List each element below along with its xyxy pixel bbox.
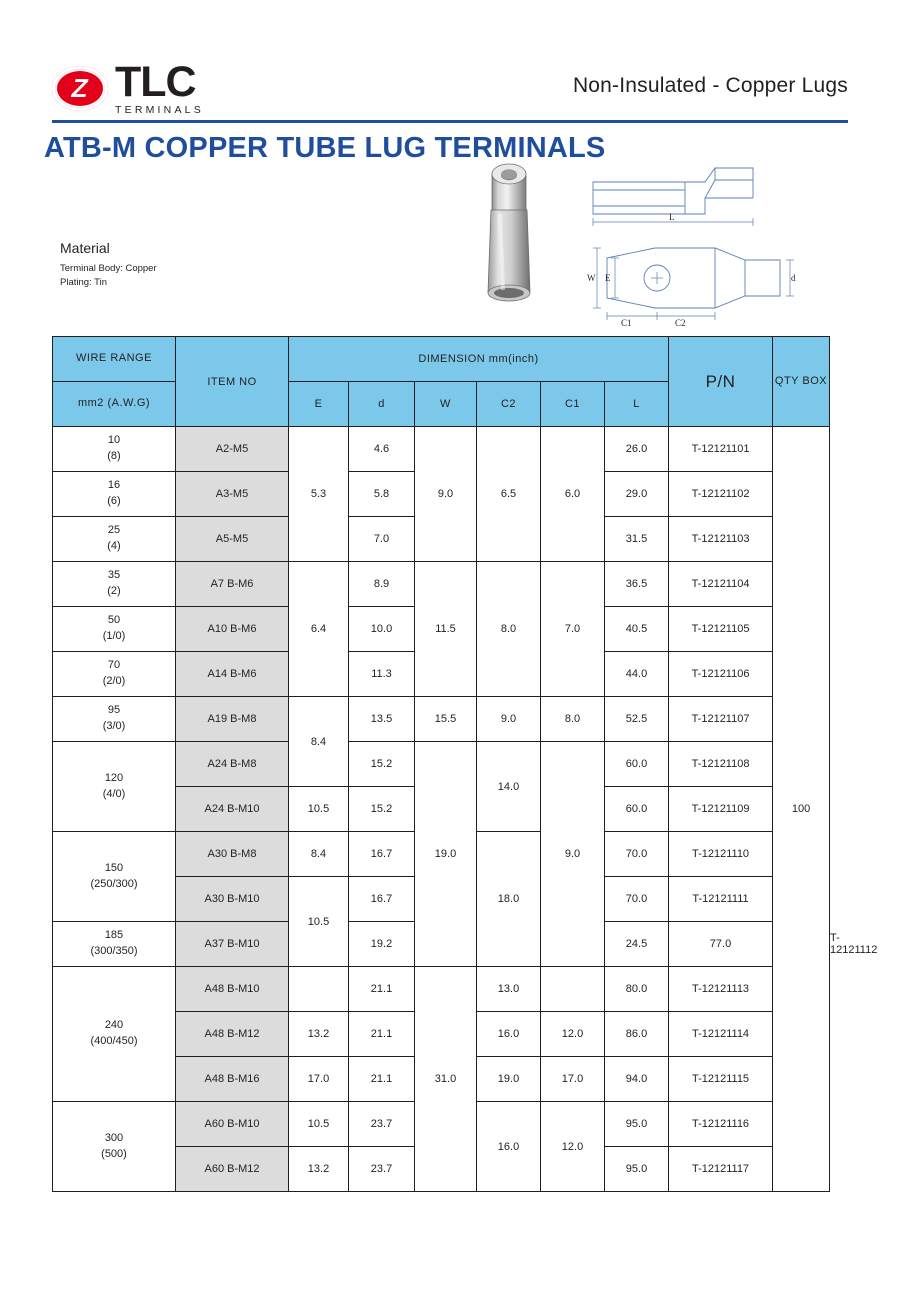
wire-mm2: 300: [104, 1131, 124, 1144]
cell-dim-l: 44.0: [605, 652, 669, 697]
cell-dim-d: 16.7: [349, 877, 415, 922]
wire-awg: (1/0): [102, 630, 126, 642]
top-view-svg: [585, 238, 800, 328]
cell-item-no: A30 B-M8: [176, 832, 289, 877]
cell-dim-l: 70.0: [605, 832, 669, 877]
cell-dim-d: 23.7: [349, 1147, 415, 1192]
side-view-svg: [585, 160, 800, 235]
cell-wire-range: [53, 562, 176, 607]
cell-item-no: A48 B-M12: [176, 1012, 289, 1057]
material-body-line: Terminal Body: Copper: [60, 263, 157, 274]
cell-pn: T-12121105: [669, 607, 773, 652]
cell-item-no: A60 B-M12: [176, 1147, 289, 1192]
wire-mm2: 185: [104, 929, 124, 942]
cell-dim-e: 8.4: [289, 697, 349, 787]
cell-dim-c1: 8.0: [541, 697, 605, 742]
cell-dim-d: 11.3: [349, 652, 415, 697]
cell-item-no: A3-M5: [176, 472, 289, 517]
material-block: [60, 240, 300, 290]
cell-dim-d: 21.1: [349, 1057, 415, 1102]
cell-dim-w: 19.0: [415, 742, 477, 967]
header-wire-range: WIRE RANGE: [53, 337, 176, 382]
cell-dim-d: 15.2: [349, 787, 415, 832]
cell-dim-c2: 14.0: [477, 742, 541, 832]
cell-dim-c1: 9.0: [541, 742, 605, 967]
wire-awg: (250/300): [90, 877, 138, 890]
cell-dim-c2: 18.0: [477, 832, 541, 967]
cell-dim-l: 95.0: [605, 1102, 669, 1147]
cell-pn: T-12121113: [669, 967, 773, 1012]
logo-sub-text: TERMINALS: [115, 103, 204, 116]
cell-dim-l: 70.0: [605, 877, 669, 922]
cell-dim-d: 8.9: [349, 562, 415, 607]
cell-dim-d: 5.8: [349, 472, 415, 517]
label-W: W: [587, 273, 596, 283]
wire-mm2: 120: [104, 771, 124, 784]
cell-dim-c1: 7.0: [541, 562, 605, 697]
cell-wire-range: [53, 427, 176, 472]
cell-wire-range: [53, 1102, 176, 1192]
cell-dim-w: 9.0: [415, 427, 477, 562]
table-row[interactable]: [53, 742, 830, 787]
wire-awg: (400/450): [90, 1035, 138, 1047]
label-d: d: [791, 273, 796, 283]
cell-dim-l: 77.0: [669, 922, 773, 967]
cell-dim-e: 13.2: [289, 1147, 349, 1192]
wire-mm2: 35: [107, 569, 121, 582]
cell-dim-c2: 16.0: [477, 1102, 541, 1192]
wire-mm2: 95: [107, 704, 121, 717]
cell-dim-w: 24.5: [605, 922, 669, 967]
cell-item-no: A30 B-M10: [176, 877, 289, 922]
cell-dim-l: 31.5: [605, 517, 669, 562]
cell-dim-e: 10.5: [289, 877, 349, 967]
spec-table-container: [52, 336, 878, 1192]
spec-table: [52, 336, 878, 1192]
cell-dim-c1: 17.0: [541, 1057, 605, 1102]
cell-dim-e: 8.4: [289, 832, 349, 877]
cell-dim-d: 10.0: [349, 607, 415, 652]
cell-dim-e: 10.5: [289, 787, 349, 832]
wire-awg: (8): [107, 450, 121, 462]
header-wire-units: mm2 (A.W.G): [53, 382, 176, 427]
cell-pn: T-12121107: [669, 697, 773, 742]
cell-dim-e: 17.0: [289, 1057, 349, 1102]
cell-dim-l: 26.0: [605, 427, 669, 472]
wire-awg: (300/350): [90, 945, 138, 957]
label-C2: C2: [675, 318, 686, 328]
cell-dim-c1: 12.0: [541, 1102, 605, 1192]
cell-dim-c2: 8.0: [477, 562, 541, 697]
page-header: [52, 52, 848, 120]
cell-pn: T-12121106: [669, 652, 773, 697]
material-plating-line: Plating: Tin: [60, 276, 107, 288]
wire-mm2: 150: [104, 861, 124, 874]
cell-item-no: A60 B-M10: [176, 1102, 289, 1147]
cell-dim-d: 23.7: [349, 1102, 415, 1147]
wire-awg: (4): [107, 540, 121, 552]
material-heading: Material: [60, 240, 110, 256]
label-C1: C1: [621, 318, 632, 328]
table-row[interactable]: [53, 427, 830, 472]
cell-dim-l: 80.0: [605, 967, 669, 1012]
cell-wire-range: [53, 517, 176, 562]
cell-dim-l: 95.0: [605, 1147, 669, 1192]
cell-dim-d: 21.1: [349, 1012, 415, 1057]
cell-dim-w: 15.5: [415, 697, 477, 742]
page-title: ATB-M COPPER TUBE LUG TERMINALS: [44, 132, 606, 164]
cell-dim-l: 86.0: [605, 1012, 669, 1057]
wire-mm2: 10: [107, 434, 121, 447]
cell-dim-l: 60.0: [605, 742, 669, 787]
cell-pn: T-12121117: [669, 1147, 773, 1192]
cell-pn: T-12121114: [669, 1012, 773, 1057]
cell-dim-l: 29.0: [605, 472, 669, 517]
wire-mm2: 240: [104, 1019, 124, 1032]
cell-dim-l: 36.5: [605, 562, 669, 607]
cell-item-no: A10 B-M6: [176, 607, 289, 652]
cell-dim-d: 21.1: [349, 967, 415, 1012]
cell-pn: T-12121111: [669, 877, 773, 922]
cell-dim-l: 60.0: [605, 787, 669, 832]
header-pn: P/N: [669, 337, 773, 427]
cell-pn: T-12121103: [669, 517, 773, 562]
header-category-title: Non-Insulated - Copper Lugs: [572, 74, 848, 97]
table-header-row-1: [53, 337, 830, 382]
logo-bolt-glyph: Z: [68, 73, 92, 103]
product-photo: [470, 160, 560, 325]
cell-pn: T-12121115: [669, 1057, 773, 1102]
header-dim-e: E: [289, 382, 349, 427]
cell-wire-range: [53, 697, 176, 742]
cell-dim-e: 6.4: [289, 562, 349, 697]
cell-pn: T-12121116: [669, 1102, 773, 1147]
cell-wire-range: [53, 967, 176, 1102]
cell-wire-range: [53, 607, 176, 652]
copper-lug-photo-svg: [470, 160, 560, 325]
drawing-top-view: [585, 238, 800, 328]
header-item-no: ITEM NO: [176, 337, 289, 427]
cell-dim-c2: 9.0: [477, 697, 541, 742]
drawing-side-view: [585, 160, 800, 235]
wire-awg: (2/0): [102, 675, 126, 687]
cell-dim-d: 19.2: [349, 922, 415, 967]
cell-dim-l: 40.5: [605, 607, 669, 652]
table-row[interactable]: 185 (300/350) A37 B-M10 19.2 24.5 77.0 T-12121112: [53, 922, 830, 967]
cell-dim-c2: 19.0: [477, 1057, 541, 1102]
cell-item-no: A24 B-M10: [176, 787, 289, 832]
cell-item-no: A19 B-M8: [176, 697, 289, 742]
cell-item-no: A14 B-M6: [176, 652, 289, 697]
cell-item-no: A48 B-M16: [176, 1057, 289, 1102]
cell-dim-d: 13.5: [349, 697, 415, 742]
cell-qty-box: 100: [773, 427, 830, 1192]
logo-wordmark: [115, 57, 204, 116]
cell-pn: T-12121108: [669, 742, 773, 787]
cell-dim-d: 4.6: [349, 427, 415, 472]
cell-dim-e: 10.5: [289, 1102, 349, 1147]
cell-dim-e: [289, 967, 349, 1012]
cell-dim-c1: 12.0: [541, 1012, 605, 1057]
header-divider: [52, 120, 848, 123]
cell-item-no: A7 B-M6: [176, 562, 289, 607]
spec-table-head: [53, 337, 830, 427]
cell-dim-e: 5.3: [289, 427, 349, 562]
wire-mm2: 50: [107, 614, 121, 627]
wire-mm2: 70: [107, 659, 121, 672]
cell-dim-l: 52.5: [605, 697, 669, 742]
cell-item-no: A37 B-M10: [176, 922, 289, 967]
wire-awg: (6): [107, 495, 121, 507]
table-row[interactable]: [53, 967, 830, 1012]
cell-item-no: A24 B-M8: [176, 742, 289, 787]
label-E: E: [605, 273, 611, 283]
cell-dim-w: 11.5: [415, 562, 477, 697]
wire-awg: (2): [107, 585, 121, 597]
header-qty-box: QTY BOX: [773, 337, 830, 427]
cell-pn: T-12121110: [669, 832, 773, 877]
header-dim-l: L: [605, 382, 669, 427]
spec-table-body: [53, 427, 878, 1192]
lightning-bolt-icon: [52, 66, 108, 111]
brand-logo: [52, 57, 262, 116]
cell-dim-c1: 6.0: [541, 427, 605, 562]
cell-dim-d: 16.7: [349, 832, 415, 877]
cell-item-no: A5-M5: [176, 517, 289, 562]
cell-pn: T-12121104: [669, 562, 773, 607]
cell-item-no: A48 B-M10: [176, 967, 289, 1012]
wire-awg: (3/0): [102, 720, 126, 732]
cell-dim-w: 31.0: [415, 967, 477, 1192]
cell-wire-range: [53, 922, 176, 967]
table-row[interactable]: [53, 562, 830, 607]
header-dim-w: W: [415, 382, 477, 427]
cell-pn: T-12121101: [669, 427, 773, 472]
cell-wire-range: [53, 832, 176, 922]
header-dim-c1: C1: [541, 382, 605, 427]
header-dim-d: d: [349, 382, 415, 427]
cell-dim-l: 94.0: [605, 1057, 669, 1102]
cell-item-no: A2-M5: [176, 427, 289, 472]
header-dimension: DIMENSION mm(inch): [289, 337, 669, 382]
wire-awg: (500): [101, 1147, 127, 1160]
cell-wire-range: [53, 472, 176, 517]
wire-mm2: 25: [107, 524, 121, 537]
wire-awg: (4/0): [102, 787, 126, 800]
label-L-top: L: [669, 212, 675, 222]
cell-dim-c1: [541, 967, 605, 1012]
cell-dim-c2: 6.5: [477, 427, 541, 562]
cell-pn: T-12121102: [669, 472, 773, 517]
cell-wire-range: [53, 652, 176, 697]
cell-pn: T-12121109: [669, 787, 773, 832]
table-row[interactable]: [53, 697, 830, 742]
cell-dim-c2: 13.0: [477, 967, 541, 1012]
logo-main-text: TLC: [115, 57, 196, 106]
cell-dim-e: 13.2: [289, 1012, 349, 1057]
cell-dim-d: 15.2: [349, 742, 415, 787]
header-dim-c2: C2: [477, 382, 541, 427]
cell-wire-range: [53, 742, 176, 832]
wire-mm2: 16: [107, 479, 121, 492]
cell-dim-d: 7.0: [349, 517, 415, 562]
cell-dim-c2: 16.0: [477, 1012, 541, 1057]
